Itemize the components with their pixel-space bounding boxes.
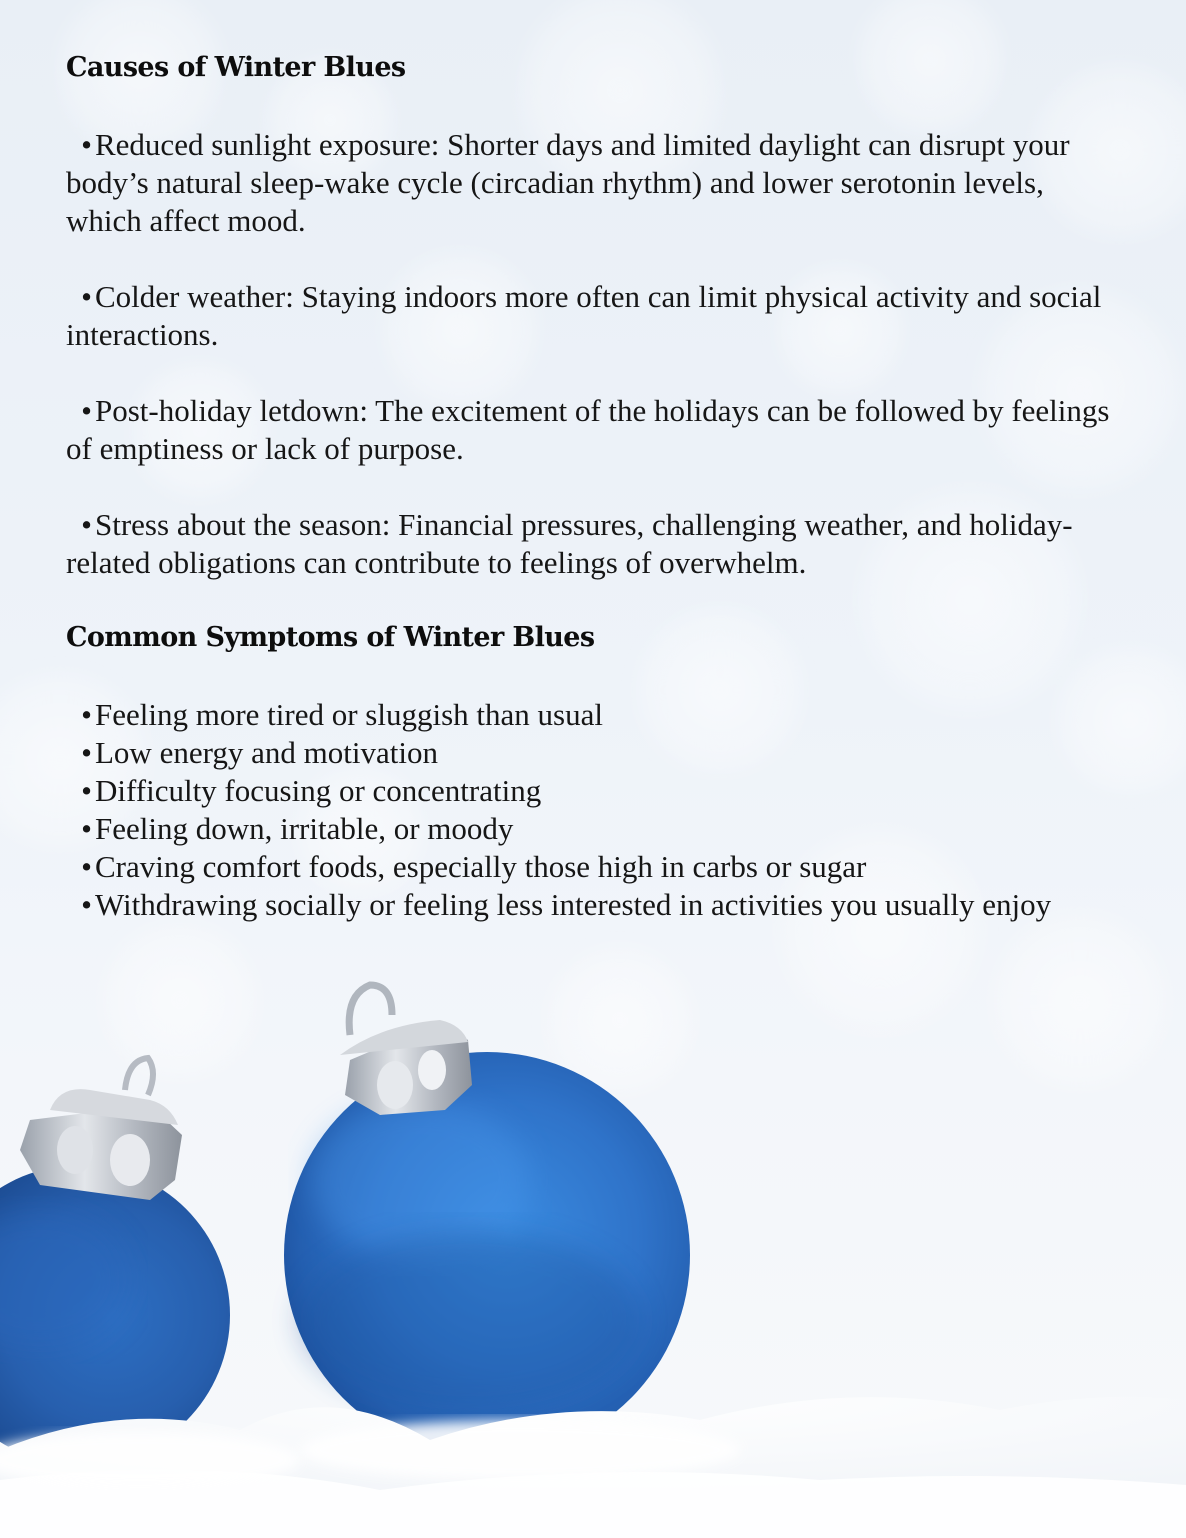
cause-text: Financial pressures, challenging weather, and holiday-related obligations can contribute to feelings of overwhelm. <box>66 507 1073 580</box>
bullet-icon: • <box>81 735 92 770</box>
cause-item-post-holiday <box>66 392 1126 468</box>
symptom-text: Low energy and motivation <box>95 735 438 770</box>
bullet-icon: • <box>81 887 92 922</box>
symptom-text: Withdrawing socially or feeling less interested in activities you usually enjoy <box>95 887 1052 922</box>
bullet-icon: • <box>81 393 92 428</box>
list-item <box>66 886 1126 924</box>
bullet-icon: • <box>81 279 92 314</box>
bullet-icon: • <box>81 773 92 808</box>
list-item <box>66 848 1126 886</box>
bullet-icon: • <box>81 849 92 884</box>
bullet-icon: • <box>81 127 92 162</box>
cause-label: Reduced sunlight exposure: <box>95 127 440 162</box>
bullet-icon: • <box>81 811 92 846</box>
symptoms-list <box>66 696 1126 924</box>
cause-label: Stress about the season: <box>95 507 391 542</box>
bullet-icon: • <box>81 507 92 542</box>
list-item <box>66 810 1126 848</box>
cause-text: The excitement of the holidays can be followed by feelings of emptiness or lack of purpose. <box>66 393 1110 466</box>
bullet-icon: • <box>81 697 92 732</box>
cause-item-weather <box>66 278 1126 354</box>
cause-label: Colder weather: <box>95 279 294 314</box>
cause-item-stress <box>66 506 1126 582</box>
cause-item-sunlight <box>66 126 1126 240</box>
symptom-text: Craving comfort foods, especially those high in carbs or sugar <box>95 849 867 884</box>
symptom-text: Feeling more tired or sluggish than usual <box>95 697 603 732</box>
list-item <box>66 772 1126 810</box>
symptom-text: Difficulty focusing or concentrating <box>95 773 542 808</box>
article-body <box>66 48 1126 924</box>
cause-label: Post-holiday letdown: <box>95 393 368 428</box>
symptom-text: Feeling down, irritable, or moody <box>95 811 514 846</box>
list-item <box>66 696 1126 734</box>
cause-text: Shorter days and limited daylight can disrupt your body’s natural sleep-wake cycle (circadian rhythm) and lower serotonin levels, which affect mood. <box>66 127 1070 238</box>
symptoms-heading: Common Symptoms of Winter Blues <box>66 622 595 653</box>
causes-heading: Causes of Winter Blues <box>66 52 406 83</box>
cause-text: Staying indoors more often can limit physical activity and social interactions. <box>66 279 1102 352</box>
list-item <box>66 734 1126 772</box>
